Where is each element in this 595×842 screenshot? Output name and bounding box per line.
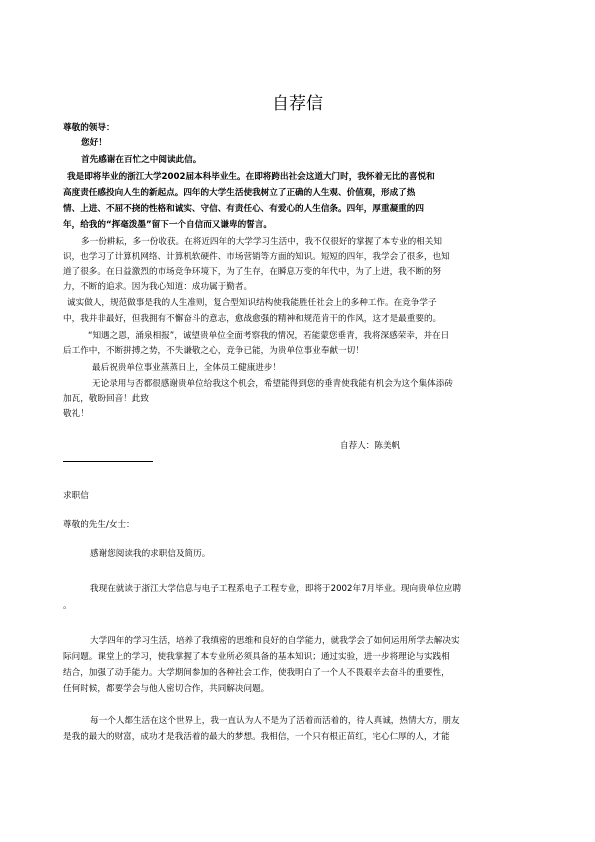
greeting: 您好！ (81, 138, 107, 148)
bold-para-line: 高度责任感投向人生的新起点。四年的大学生活使我树立了正确的人生观、价值观，形成了热 (63, 188, 416, 198)
paragraph-line: 后工作中，不断拼搏之势，不失谦敬之心，竞争已能，为贵单位事业奉献一切！ (63, 346, 364, 356)
section-heading: 求职信 (63, 491, 89, 501)
paragraph-line: 加瓦，敬盼回音！此致 (63, 394, 149, 404)
paragraph-line: 感谢您阅读我的求职信及简历。 (90, 549, 211, 559)
paragraph-line: 。 (63, 601, 72, 611)
salutation: 尊敬的领导： (63, 123, 115, 133)
bold-para-line: 情、上进、不屈不挠的性格和诚实、守信、有责任心、有爱心的人生信条。四年，厚重凝重的四 (63, 204, 424, 214)
signature: 自荐人：陈美帆 (340, 441, 401, 451)
paragraph-line: 无论录用与否都很感谢贵单位给我这个机会，希望能得到您的垂青使我能有机会为这个集体添砖 (92, 379, 453, 389)
paragraph-line: 诚实做人，规范做事是我的人生准则，复合型知识结构使我能胜任社会上的多种工作。在竞争学子 (67, 298, 437, 308)
closing: 敬礼！ (63, 409, 89, 419)
paragraph-line: 我现在就读于浙江大学信息与电子工程系电子工程专业，即将于2002年7月毕业。现向贵单位应聘 (90, 584, 462, 594)
paragraph-line: 际问题。课堂上的学习，使我掌握了本专业所必须具备的基本知识；通过实验，进一步将理论与实践相 (63, 652, 450, 662)
bold-para-line: 我是即将毕业的浙江大学2002届本科毕业生。在即将跨出社会这道大门时，我怀着无比的喜悦和 (67, 172, 435, 182)
intro-line: 首先感谢在百忙之中阅读此信。 (81, 155, 202, 165)
paragraph-line: 力，不断的追求。因为我心知道：成功属于勤者。 (63, 282, 253, 292)
paragraph-line: 大学四年的学习生活，培养了我缜密的思维和良好的自学能力，就我学会了如何运用所学去解决实 (90, 636, 460, 646)
page-title: 自荐信 (272, 94, 323, 114)
divider (63, 461, 153, 462)
bold-para-line: 年，给我的“挥毫泼墨”留下一个自信而又谦卑的誓言。 (63, 220, 272, 230)
paragraph-line: 中，我并非最好，但我拥有不懈奋斗的意志，愈战愈强的精神和规范肯干的作风，这才是最重要的。 (63, 314, 442, 324)
paragraph-line: 结合，加强了动手能力。大学期间参加的各种社会工作，使我明白了一个人不畏艰辛去奋斗的重要性， (63, 668, 450, 678)
paragraph-line: 多一份耕耘，多一份收获。在将近四年的大学学习生活中，我不仅很好的掌握了本专业的相关知 (81, 237, 442, 247)
paragraph-line: 是我的最大的财富，成功才是我活着的最大的梦想。我相信，一个只有根正苗红，宅心仁厚的人，才能 (63, 732, 450, 742)
paragraph-line: 道了很多。在日益激烈的市场竞争环境下，为了生存，在瞬息万变的年代中，为了上进，我不断的努 (63, 267, 442, 277)
paragraph-line: “知遇之恩，涌泉相报”，诚望贵单位全面考察我的情况，若能蒙您垂青，我将深感荣幸，并在日 (88, 331, 450, 341)
paragraph-line: 每一个人都生活在这个世界上，我一直认为人不是为了活着而活着的，待人真诚，热情大方，朋友 (90, 716, 460, 726)
wish-line: 最后祝贵单位事业蒸蒸日上，全体员工健康进步！ (92, 363, 282, 373)
paragraph-line: 任何时候，都要学会与他人密切合作，共同解决问题。 (63, 684, 270, 694)
paragraph-line: 识，也学习了计算机网络、计算机软硬件、市场营销等方面的知识。短短的四年，我学会了很多，也知 (63, 252, 450, 262)
salutation: 尊敬的先生/女士： (63, 520, 135, 530)
